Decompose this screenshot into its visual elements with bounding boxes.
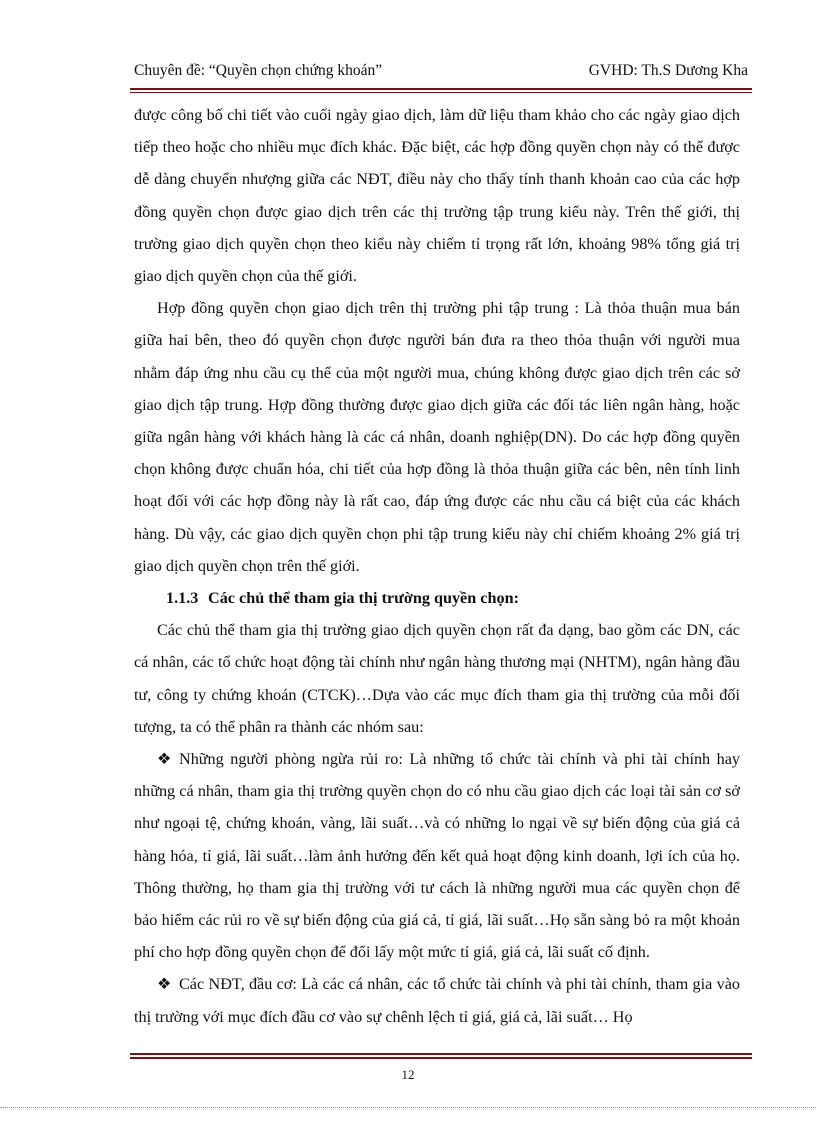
header-topic: Chuyên đề: “Quyền chọn chứng khoán” [134,62,383,79]
section-title: Các chủ thể tham gia thị trường quyền chọn: [208,589,519,608]
section-heading [134,582,740,614]
bullet-text: Các NĐT, đầu cơ: Là các cá nhân, các tổ chức tài chính và phi tài chính, tham gia vào thị trường với mục đích đầu cơ vào sự chênh lệch tỉ giá, giá cả, lãi suất… Họ [134,975,740,1026]
page-header [134,62,748,80]
paragraph-3: Các chủ thể tham gia thị trường giao dịch quyền chọn rất đa dạng, bao gồm các DN, các cá nhân, các tổ chức hoạt động tài chính như ngân hàng thương mại (NHTM), ngân hàng đầu tư, công ty chứng khoán (CTCK)…Dựa vào các mục đích tham gia thị trường của mỗi đối tượng, ta có thể phân ra thành các nhóm sau: [134,621,740,736]
paragraph-1: được công bố chi tiết vào cuối ngày giao dịch, làm dữ liệu tham khảo cho các ngày giao dịch tiếp theo hoặc cho nhiều mục đích khác. Đặc biệt, các hợp đồng quyền chọn này có thể được dễ dàng chuyển nhượng giữa các NĐT, điều này cho thấy tính thanh khoản cao của các hợp đồng quyền chọn được giao dịch trên các thị trường tập trung kiểu này. Trên thế giới, thị trường giao dịch quyền chọn theo kiểu này chiếm tỉ trọng rất lớn, khoảng 98% tổng giá trị giao dịch quyền chọn của thế giới. [134,106,740,286]
page-break-line [0,1107,816,1108]
bullet-text: Những người phòng ngừa rủi ro: Là những tổ chức tài chính và phi tài chính hay những cá nhân, tham gia thị trường quyền chọn do có nhu cầu giao dịch các loại tài sản cơ sở như ngoại tệ, chứng khoán, vàng, lãi suất…và có những lo ngại về sự biến động của giá cả hàng hóa, tỉ giá, lãi suất…làm ảnh hưởng đến kết quả hoạt động kinh doanh, lợi ích của họ. Thông thường, họ tham gia thị trường với tư cách là những người mua các quyền chọn để bảo hiểm các rủi ro về sự biến động của giá cả, tỉ giá, lãi suất…Họ sẵn sàng bỏ ra một khoản phí cho hợp đồng quyền chọn để đổi lấy một mức tỉ giá, giá cả, lãi suất cố định. [134,750,740,962]
section-number: 1.1.3 [166,589,199,608]
page-number: 12 [401,1067,415,1082]
header-rule [130,88,752,93]
diamond-bullet-icon: ❖ [157,975,172,994]
footer-rule [130,1053,752,1059]
bullet-item-hedgers [134,743,740,968]
document-body [134,99,740,1033]
bullet-item-speculators [134,968,740,1032]
paragraph-2: Hợp đồng quyền chọn giao dịch trên thị trường phi tập trung : Là thỏa thuận mua bán giữa hai bên, theo đó quyền chọn được người bán đưa ra theo thỏa thuận với người mua nhằm đáp ứng nhu cầu cụ thể của một người mua, chúng không được giao dịch trên các sở giao dịch tập trung. Hợp đồng thường được giao dịch giữa các đối tác liên ngân hàng, hoặc giữa ngân hàng với khách hàng là các cá nhân, doanh nghiệp(DN). Do các hợp đồng quyền chọn không được chuẩn hóa, chi tiết của hợp đồng là thỏa thuận giữa các bên, nên tính linh hoạt đối với các hợp đồng này là rất cao, đáp ứng được các nhu cầu cá biệt của các khách hàng. Dù vậy, các giao dịch quyền chọn phi tập trung kiểu này chỉ chiếm khoảng 2% giá trị giao dịch quyền chọn trên thế giới. [134,299,740,575]
header-advisor: GVHD: Th.S Dương Kha [588,62,748,79]
diamond-bullet-icon: ❖ [157,750,172,769]
